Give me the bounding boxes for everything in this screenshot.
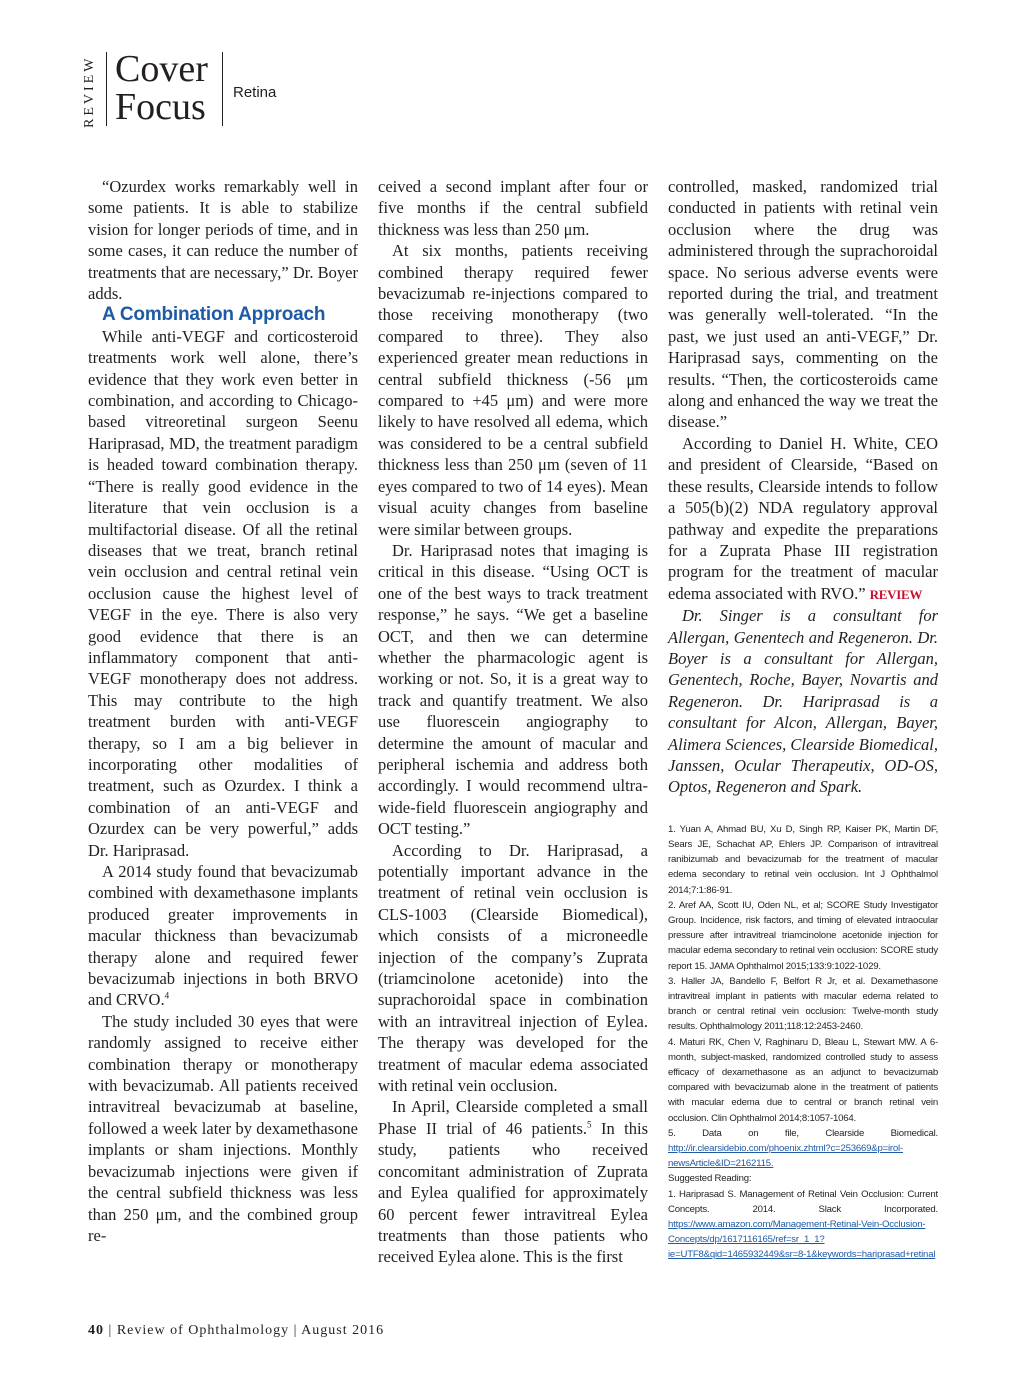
- masthead-divider-left: [106, 52, 107, 126]
- reference-link[interactable]: http://ir.clearsidebio.com/phoenix.zhtml?c=253669&p=irol-newsArticle&ID=2162115.: [668, 1143, 903, 1170]
- paragraph-text: According to Daniel H. White, CEO and president of Clearside, “Based on these results, Clearside intends to follow a 505(b)(2) NDA regulatory approval pathway and expedite the preparations for a Zuprata Phase III registration program for the treatment of macular edema associated with RVO.”: [668, 433, 938, 603]
- paragraph-text: In April, Clearside completed a small Phase II trial of 46 patients.: [378, 1097, 648, 1138]
- section-label: Retina: [233, 84, 277, 101]
- column-2: [378, 176, 648, 1268]
- publication-name: Review of Ophthalmology: [116, 1323, 290, 1338]
- paragraph: Dr. Hariprasad notes that imaging is critical in this disease. “Using OCT is one of the best ways to track treatment response,” he says. “We get a baseline OCT, and then we can determine whether the pharmacologic agent is working or not. So, it is a great way to track and quantify treatment. We also use fluorescein angiography to determine the amount of macular and peripheral ischemia and address both accordingly. I would recommend ultra-wide-field fluorescein angiography and OCT testing.”: [378, 540, 648, 839]
- column-1: [88, 176, 358, 1246]
- paragraph: According to Dr. Hariprasad, a potentially important advance in the treatment of retinal vein occlusion is CLS-1003 (Clearside Biomedical), which consists of a microneedle injection of the company’s Zuprata (triamcinolone acetonide) into the suprachoroidal space in combination with an intravitreal injection of Eylea. The therapy was developed for the treatment of macular edema associated with retinal vein occlusion.: [378, 840, 648, 1096]
- masthead-title-cover: Cover: [115, 48, 208, 90]
- paragraph: ceived a second implant after four or five months if the central subfield thickness was less than 250 μm.: [378, 177, 648, 239]
- suggested-reading-title: Suggested Reading:: [668, 1173, 752, 1185]
- paragraph: controlled, masked, randomized trial conducted in patients with retinal vein occlusion where the drug was administered through the suprachoroidal space. No serious adverse events were reported during the trial, and treatment was generally well-tolerated. “In the past, we just used an anti-VEGF,” Dr. Hariprasad says, commenting on the results. “Then, the corticosteroids came along and enhanced the way we treat the disease.”: [668, 177, 938, 432]
- masthead: [0, 0, 1024, 140]
- references: [668, 822, 938, 1263]
- reference-item: 1. Yuan A, Ahmad BU, Xu D, Singh RP, Kaiser PK, Martin DF, Sears JE, Schachat AP, Ehlers JP. Comparison of intravitreal ranibizumab and bevacizumab for the treatment of macular edema secondary to retinal vein occlusion. Int J Ophthalmol 2014;7:1:86-91.: [668, 823, 938, 896]
- paragraph-text: A 2014 study found that bevacizumab combined with dexamethasone implants produced greater improvements in macular thickness than bevacizumab therapy alone and required fewer bevacizumab injections in both BRVO and CRVO.: [88, 862, 358, 1010]
- paragraph: The study included 30 eyes that were randomly assigned to receive either combination therapy or monotherapy with bevacizumab. All patients received intravitreal bevacizumab at baseline, followed a week later by dexamethasone implants or sham injections. Monthly bevacizumab injections were given if the central subfield thickness was less than 250 μm, and the combined group re-: [88, 1011, 358, 1245]
- paragraph: [378, 1096, 648, 1267]
- reference-item: 2. Aref AA, Scott IU, Oden NL, et al; SCORE Study Investigator Group. Incidence, risk factors, and timing of elevated intraocular pressure after intravitreal triamcinolone acetonide injection for macular edema secondary to retinal vein occlusion: SCORE study report 15. JAMA Ophthalmol 2015;133:9:1022-1029.: [668, 899, 938, 972]
- review-vertical-label: REVIEW: [82, 55, 97, 128]
- reference-text: 5. Data on file, Clearside Biomedical.: [668, 1127, 938, 1139]
- paragraph: While anti-VEGF and corticosteroid treatments work well alone, there’s evidence that they work even better in combination, and according to Chicago-based vitreoretinal surgeon Seenu Hariprasad, MD, the treatment paradigm is headed toward combination therapy. “There is really good evidence in the literature that vein occlusion is a multifactorial disease. Of all the retinal diseases that we treat, branch retinal vein occlusion and central retinal vein occlusion cause the highest level of VEGF in the eye. There is also very good evidence that there is an inflammatory component that anti-VEGF monotherapy does not address. This may contribute to the high treatment burden with anti-VEGF therapy, so I am a big believer in incorporating other modalities of treatment, such as Ozurdex. I think a combination of an anti-VEGF and Ozurdex can be very powerful,” adds Dr. Hariprasad.: [88, 326, 358, 860]
- section-heading: A Combination Approach: [102, 304, 326, 326]
- column-3: [668, 176, 938, 1263]
- footer-separator: |: [108, 1323, 113, 1338]
- paragraph-text: In this study, patients who received concomitant administration of Zuprata and Eylea qualified for approximately 60 percent fewer intravitreal Eylea treatments than those patients who received Eylea alone. This is the first: [378, 1118, 648, 1267]
- footer-separator: |: [293, 1323, 298, 1338]
- page-number: 40: [88, 1323, 104, 1338]
- reference-item: 3. Haller JA, Bandello F, Belfort R Jr, et al. Dexamethasone intravitreal implant in patients with macular edema related to branch or central retinal vein occlusion: Twelve-month study results. Ophthalmology 2011;118:12:2453-2460.: [668, 975, 938, 1033]
- masthead-divider-right: [222, 52, 223, 126]
- reference-item: 4. Maturi RK, Chen V, Raghinaru D, Bleau L, Stewart MW. A 6-month, subject-masked, randomized controlled study to assess efficacy of dexamethasone as an adjunct to bevacizumab compared with bevacizumab alone in the treatment of patients with macular edema due to central or branch retinal vein occlusion. Clin Ophthalmol 2014;8:1057-1064.: [668, 1036, 938, 1124]
- paragraph: [668, 433, 938, 605]
- paragraph: [88, 861, 358, 1011]
- issue-date: August 2016: [301, 1323, 385, 1338]
- citation-superscript: 4: [164, 990, 170, 1001]
- end-of-article-mark: REVIEW: [869, 586, 923, 602]
- reference-item: [668, 1126, 938, 1172]
- citation-superscript: 5: [587, 1119, 592, 1130]
- suggested-reading-item: [668, 1187, 938, 1263]
- masthead-title-focus: Focus: [115, 86, 206, 128]
- paragraph: “Ozurdex works remarkably well in some patients. It is able to stabilize vision for longer periods of time, and in some cases, it can reduce the number of treatments that are necessary,” Dr. Boyer adds.: [88, 177, 358, 304]
- page-footer: [88, 1323, 384, 1339]
- reference-text: 1. Hariprasad S. Management of Retinal Vein Occlusion: Current Concepts. 2014. Slack Incorporated.: [668, 1188, 938, 1215]
- disclosure-note: Dr. Singer is a consultant for Allergan, Genentech and Regeneron. Dr. Boyer is a consultant for Allergan, Genentech, Roche, Bayer, Novartis and Regeneron. Dr. Hariprasad is a consultant for Alcon, Allergan, Bayer, Alimera Sciences, Clearside Biomedical, Janssen, Ocular Therapeutix, OD-OS, Optos, Regeneron and Spark.: [668, 606, 938, 797]
- paragraph: At six months, patients receiving combined therapy required fewer bevacizumab re-injections compared to those receiving monotherapy (two compared to three). They also experienced greater mean reductions in central subfield thickness (-56 μm compared to +45 μm) and were more likely to have resolved all edema, which was considered to be a central subfield thickness less than 250 μm (seven of 11 eyes compared to two of 14 eyes). Mean visual acuity changes from baseline were similar between groups.: [378, 241, 648, 539]
- reference-link[interactable]: https://www.amazon.com/Management-Retinal-Vein-Occlusion-Concepts/dp/1617116165/ref=sr_1_1?ie=UTF8&qid=1465932449&sr=8-1&keywords=hariprasad+retinal: [668, 1219, 936, 1261]
